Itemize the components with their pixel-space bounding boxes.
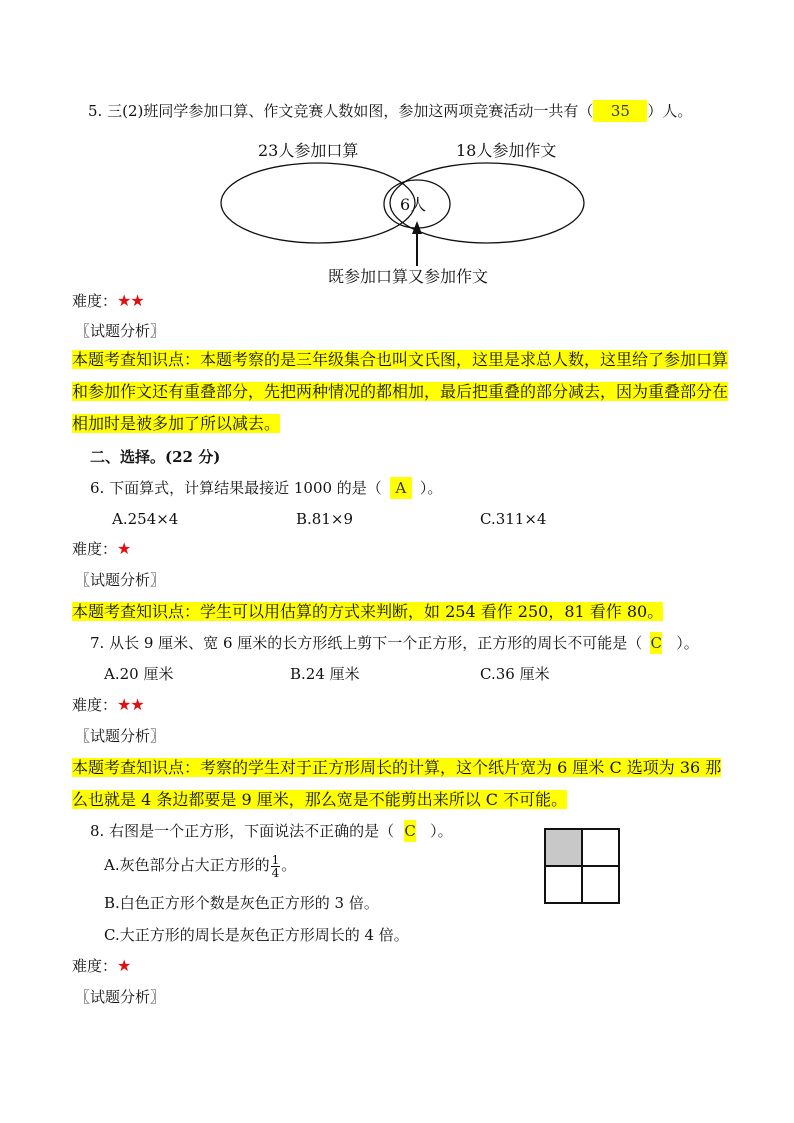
q8-text-before: 右图是一个正方形，下面说法不正确的是（ (109, 822, 395, 840)
venn-left-circle (221, 163, 415, 243)
q5-number: 5. (88, 102, 103, 120)
q6-option-b: B.81×9 (296, 510, 353, 528)
q7-stem (90, 632, 699, 654)
q8-stem (90, 820, 453, 842)
venn-right-label: 18人参加作文 (456, 141, 557, 160)
q8-analysis-title: 〖试题分析〗 (75, 988, 166, 1006)
q6-analysis: 本题考查知识点：学生可以用估算的方式来判断，如 254 看作 250，81 看作 80。 (72, 602, 664, 621)
q6-text-after: ）。 (419, 479, 443, 497)
q8-text-after: ）。 (430, 822, 453, 840)
q6-option-a: A.254×4 (112, 510, 179, 528)
q6-answer: A (390, 477, 412, 499)
q8-option-b: B.白色正方形个数是灰色正方形的 3 倍。 (104, 894, 379, 912)
venn-center-label: 6人 (400, 195, 427, 214)
difficulty-stars: ★★ (117, 695, 144, 714)
q6-number: 6. (90, 479, 105, 497)
square-grid-figure (543, 827, 621, 905)
difficulty-label: 难度： (72, 696, 118, 714)
q5-analysis: 本题考查知识点：本题考察的是三年级集合也叫文氏图，这里是求总人数，这里给了参加口算和参加作文还有重叠部分，先把两种情况的都相加，最后把重叠的部分减去，因为重叠部分在相加时是被多加了所以减去。 (72, 350, 729, 433)
q5-text-after: ）人。 (647, 102, 693, 120)
q6-difficulty (72, 538, 130, 560)
q7-text-before: 从长 9 厘米、宽 6 厘米的长方形纸上剪下一个正方形，正方形的周长不可能是（ (109, 634, 643, 652)
q7-number: 7. (90, 634, 105, 652)
q7-option-c: C.36 厘米 (480, 665, 550, 683)
q8-option-a: A.灰色部分占大正方形的 $\frac{1}{4}$ 。 (104, 852, 297, 880)
q5-answer: 35 (593, 100, 647, 122)
difficulty-stars: ★ (117, 956, 131, 975)
difficulty-stars: ★ (117, 539, 131, 558)
q7-option-a: A.20 厘米 (104, 665, 174, 683)
q6-stem (90, 477, 442, 499)
difficulty-label: 难度： (72, 957, 118, 975)
q8-option-c: C.大正方形的周长是灰色正方形周长的 4 倍。 (104, 926, 409, 944)
q7-text-after: ）。 (676, 634, 699, 652)
section2-title: 二、选择。(22 分) (90, 448, 221, 466)
venn-left-label: 23人参加口算 (258, 141, 359, 160)
q7-answer: C (650, 634, 662, 652)
fraction-one-quarter: $\frac{1}{4}$ (271, 852, 280, 880)
q7-analysis: 本题考查知识点：考察的学生对于正方形周长的计算，这个纸片宽为 6 厘米 C 选项为 36 那么也就是 4 条边都要是 9 厘米，那么宽是不能剪出来所以 C 不可能。 (72, 758, 722, 809)
difficulty-stars: ★★ (117, 291, 144, 310)
venn-caption: 既参加口算又参加作文 (328, 267, 489, 286)
q6-text-before: 下面算式，计算结果最接近 1000 的是（ (109, 479, 382, 497)
q5-text-before: 三(2)班同学参加口算、作文竞赛人数如图，参加这两项竞赛活动一共有（ (107, 102, 594, 120)
difficulty-label: 难度： (72, 540, 118, 558)
q8-number: 8. (90, 822, 105, 840)
q7-analysis-title: 〖试题分析〗 (75, 727, 166, 745)
q6-analysis-title: 〖试题分析〗 (75, 571, 166, 589)
difficulty-label: 难度： (72, 292, 118, 310)
q6-option-c: C.311×4 (480, 510, 547, 528)
q8-difficulty (72, 955, 130, 977)
q7-difficulty (72, 694, 144, 716)
q5-stem (88, 100, 692, 122)
q7-option-b: B.24 厘米 (290, 665, 360, 683)
venn-diagram (210, 135, 600, 290)
gray-square (545, 829, 582, 866)
q5-difficulty (72, 290, 144, 312)
q5-analysis-title: 〖试题分析〗 (75, 322, 166, 340)
q8-answer: C (404, 822, 416, 840)
